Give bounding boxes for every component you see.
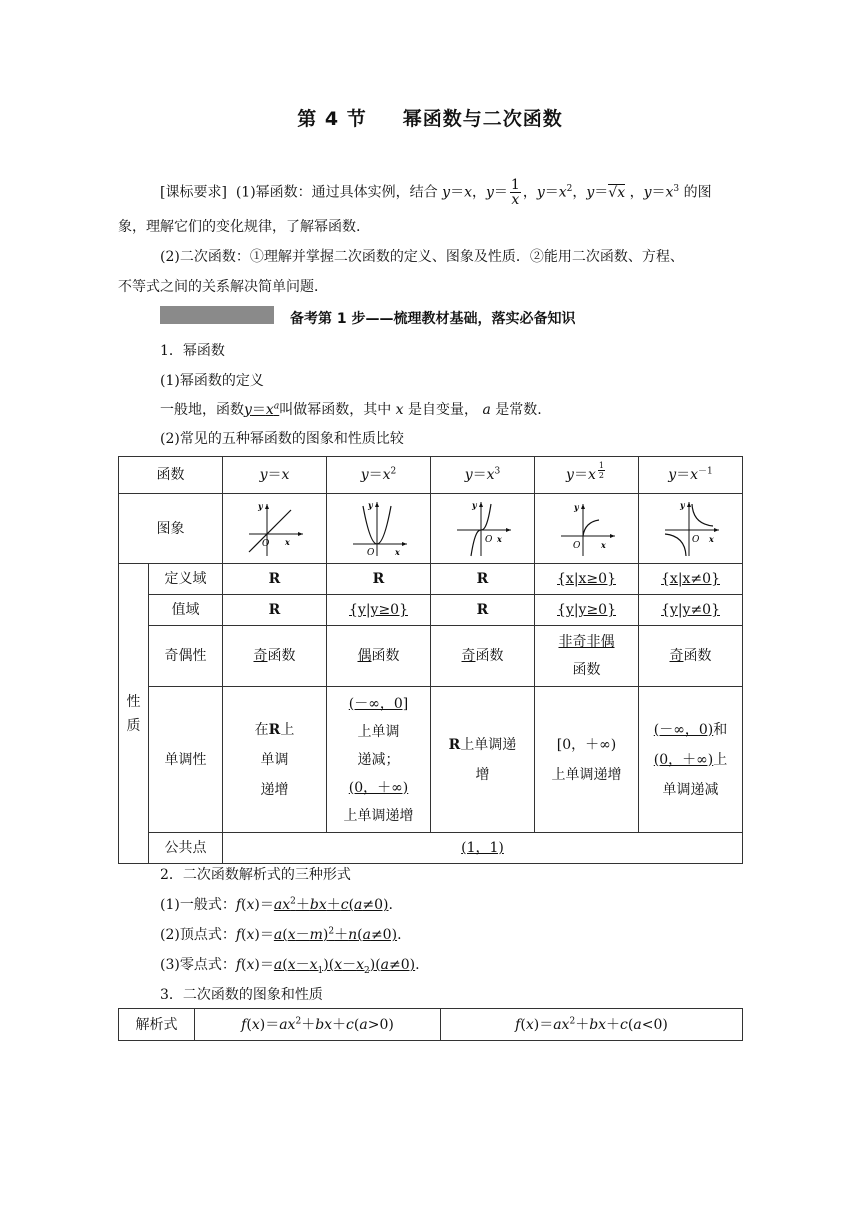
table-row-range [119, 595, 743, 626]
graph-2 [327, 494, 431, 564]
func-2: $y=x^2$ [327, 457, 431, 494]
func-1: y＝x [223, 457, 327, 494]
page-title [0, 104, 860, 131]
row-mono-label: 单调性 [149, 687, 223, 833]
power-functions-table [118, 456, 743, 864]
hdr-analytic: 解析式 [119, 1009, 195, 1041]
svg-text:y: y [257, 500, 263, 511]
svg-text:x: x [394, 546, 400, 557]
mono-2: (－∞，0] 上单调 递减； (0，＋∞) 上单调递增 [327, 687, 431, 833]
svg-text:y: y [367, 499, 373, 510]
section-name: 幂函数与二次函数 [402, 108, 563, 130]
svg-text:y: y [679, 499, 685, 510]
svg-text:O: O [484, 534, 492, 545]
requirements-label: [课标要求] [160, 184, 227, 201]
domain-4: {x|x≥0} [535, 564, 639, 595]
range-4: {y|y≥0} [535, 595, 639, 626]
row-domain-label: 定义域 [149, 564, 223, 595]
svg-text:y: y [573, 501, 579, 512]
sec1-sub2: (2)常见的五种幂函数的图象和性质比较 [160, 431, 404, 447]
common-point: (1，1) [223, 833, 743, 864]
row-common-label: 公共点 [149, 833, 223, 864]
sec1-definition: 一般地，函数$y=x^a$叫做幂函数，其中 x 是自变量， a 是常数. [160, 401, 542, 418]
hdr-graph: 图象 [119, 494, 223, 564]
range-2: {y|y≥0} [327, 595, 431, 626]
quadratic-table [118, 1008, 743, 1041]
graph-4 [535, 494, 639, 564]
row-range-label: 值域 [149, 595, 223, 626]
func-3: $y=x^3$ [431, 457, 535, 494]
svg-text:x: x [708, 533, 714, 544]
range-5: {y|y≠0} [639, 595, 743, 626]
hdr-func: 函数 [119, 457, 223, 494]
requirements-line-4: 不等式之间的关系解决简单问题． [118, 279, 328, 295]
table-row-domain [119, 564, 743, 595]
svg-text:x: x [600, 539, 606, 550]
domain-5: {x|x≠0} [639, 564, 743, 595]
table-row-monotonicity [119, 687, 743, 833]
formula-general: (1)一般式：$f(x)=ax^2+bx+c(a\ne 0)$. [160, 896, 393, 913]
table-row-common [119, 833, 743, 864]
range-3: R [431, 595, 535, 626]
svg-text:x: x [284, 536, 290, 547]
domain-3: R [431, 564, 535, 595]
svg-text:O: O [691, 534, 699, 545]
quad-pos: $f(x)=ax^2+bx+c(a>0)$ [195, 1009, 441, 1041]
range-1: R [223, 595, 327, 626]
graph-3 [431, 494, 535, 564]
mono-1: 在R上 单调 递增 [223, 687, 327, 833]
row-parity-label: 奇偶性 [149, 626, 223, 687]
graph-5 [639, 494, 743, 564]
table-row-graphs [119, 494, 743, 564]
mono-4: [0，＋∞) 上单调递增 [535, 687, 639, 833]
table-row-functions [119, 457, 743, 494]
parity-1: 奇函数 [223, 626, 327, 687]
parity-5: 奇函数 [639, 626, 743, 687]
domain-2: R [327, 564, 431, 595]
parity-4: 非奇非偶 函数 [535, 626, 639, 687]
func-5: $y=x^{-1}$ [639, 457, 743, 494]
svg-text:x: x [496, 533, 502, 544]
sec1-title: 1．幂函数 [160, 343, 225, 359]
formula-zero: (3)零点式：$f(x)=a(x-x_1)(x-x_2)(a\ne 0)$. [160, 957, 420, 976]
mono-3: R上单调递 增 [431, 687, 535, 833]
sec3-title: 3．二次函数的图象和性质 [160, 987, 323, 1003]
svg-text:O: O [261, 538, 269, 549]
svg-text:y: y [471, 499, 477, 510]
table-row-parity [119, 626, 743, 687]
svg-text:O: O [366, 547, 374, 558]
quad-neg: $f(x)=ax^2+bx+c(a<0)$ [441, 1009, 743, 1041]
parity-3: 奇函数 [431, 626, 535, 687]
requirements-line-2: 象，理解它们的变化规律，了解幂函数. [118, 219, 361, 235]
mono-5: (－∞，0)和 (0，＋∞)上 单调递减 [639, 687, 743, 833]
svg-text:O: O [572, 540, 580, 551]
heading-bar [160, 306, 274, 324]
requirements-line-1: [课标要求] (1)幂函数：通过具体实例，结合 y＝x，y＝ $\frac{1}{x}$ ，$y=x^2$，y＝√x ，$y=x^3$ 的图 [160, 177, 712, 208]
graph-1 [223, 494, 327, 564]
sec2-title: 2．二次函数解析式的三种形式 [160, 867, 351, 883]
parity-2: 偶函数 [327, 626, 431, 687]
sec1-sub1: (1)幂函数的定义 [160, 373, 264, 389]
step1-heading: 备考第 1 步——梳理教材基础，落实必备知识 [290, 311, 576, 327]
domain-1: R [223, 564, 327, 595]
section-number: 第 4 节 [297, 108, 367, 130]
func-4: y＝x $^{\frac{1}{2}}$ [535, 457, 639, 494]
hdr-properties: 性质 [119, 564, 149, 864]
formula-vertex: (2)顶点式：$f(x)=a(x-m)^2+n(a\ne 0)$. [160, 926, 402, 943]
requirements-line-3: (2)二次函数：①理解并掌握二次函数的定义、图象及性质．②能用二次函数、方程、 [160, 249, 684, 265]
